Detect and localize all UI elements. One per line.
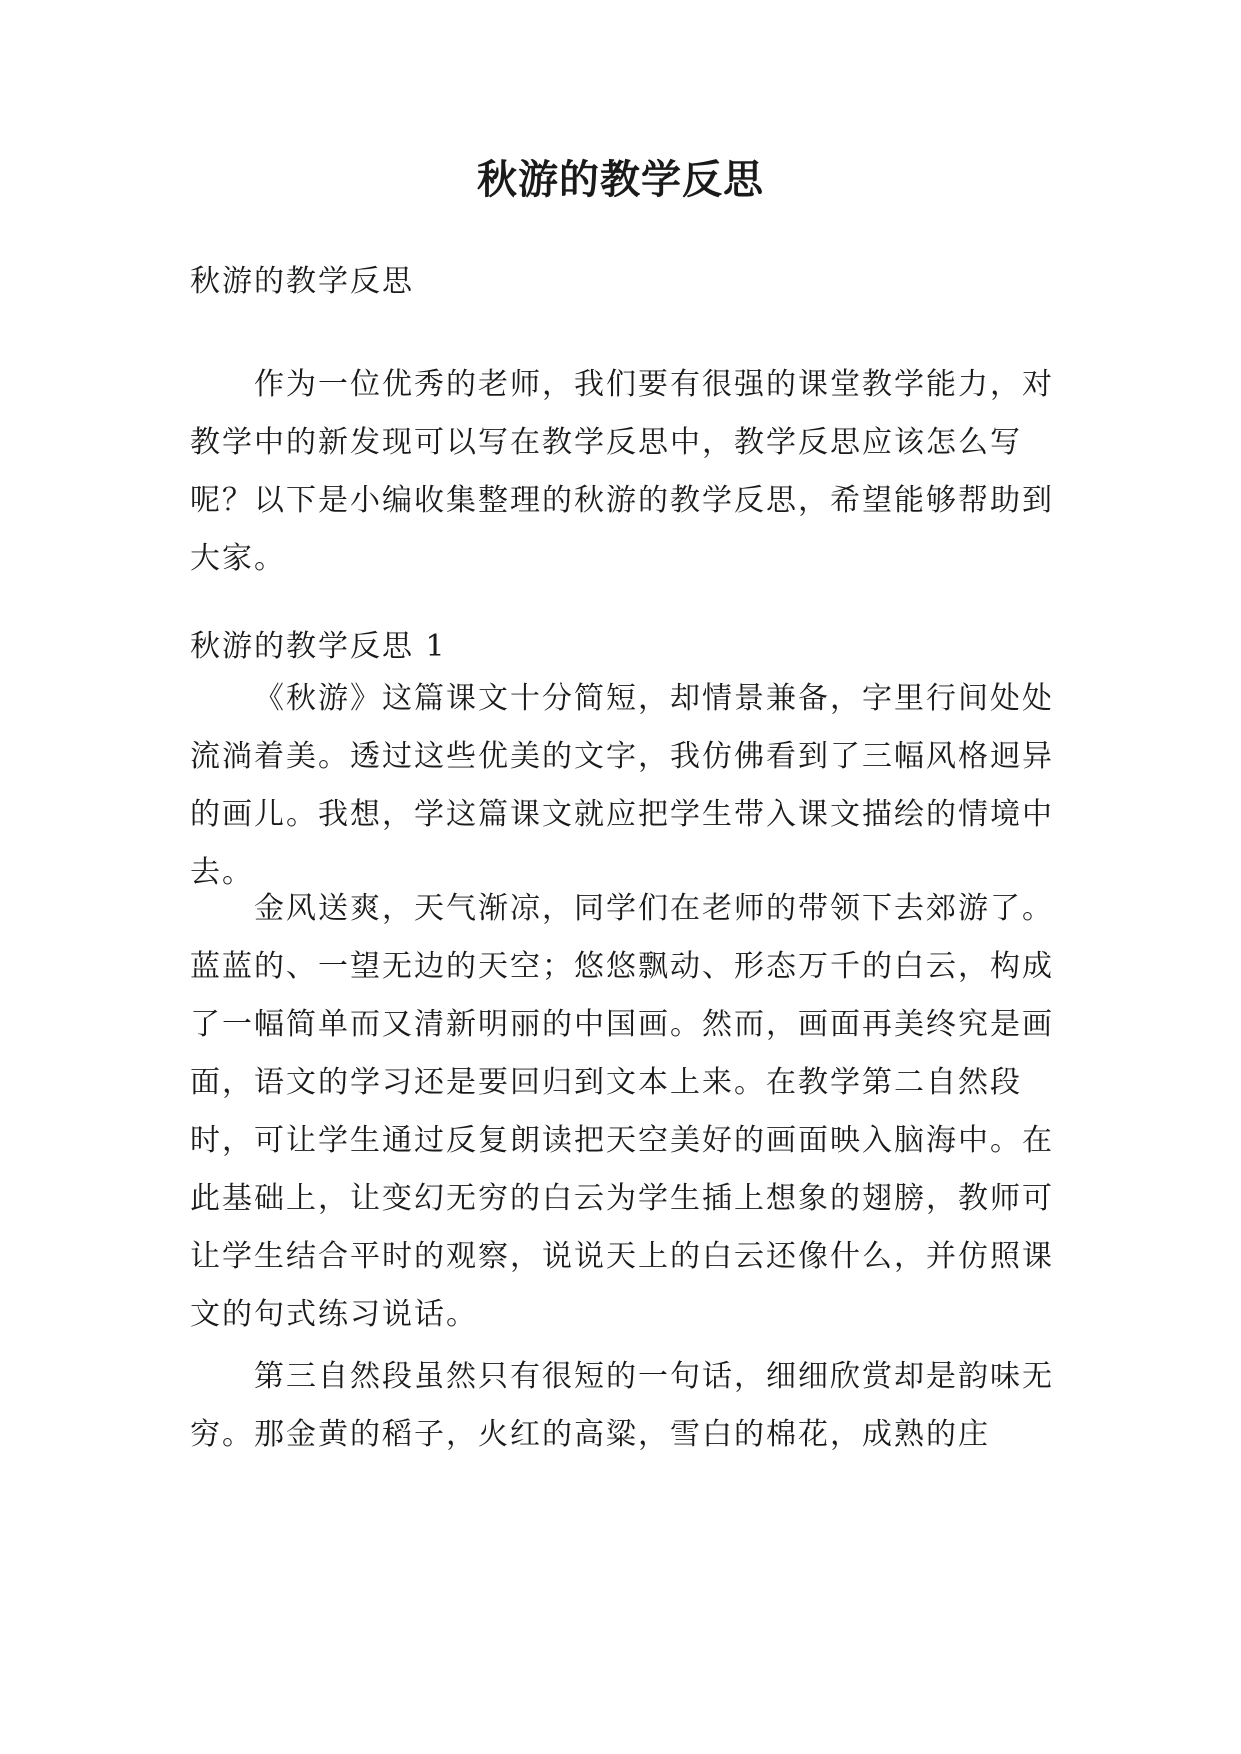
body-paragraph: 《秋游》这篇课文十分简短，却情景兼备，字里行间处处流淌着美。透过这些优美的文字，我仿佛看到了三幅风格迥异的画儿。我想，学这篇课文就应把学生带入课文描绘的情境中去。 (190, 681, 1054, 890)
body-paragraph: 第三自然段虽然只有很短的一句话，细细欣赏却是韵味无穷。那金黄的稻子，火红的高粱，雪白的棉花，成熟的庄 (190, 1359, 1054, 1452)
document-subtitle: 秋游的教学反思 (190, 264, 414, 299)
section-heading: 秋游的教学反思 1 (190, 629, 447, 664)
document-title: 秋游的教学反思 (477, 157, 764, 203)
body-paragraph: 金风送爽，天气渐凉，同学们在老师的带领下去郊游了。蓝蓝的、一望无边的天空；悠悠飘动、形态万千的白云，构成了一幅简单而又清新明丽的中国画。然而，画面再美终究是画面，语文的学习还是要回归到文本上来。在教学第二自然段时，可让学生通过反复朗读把天空美好的画面映入脑海中。在此基础上，让变幻无穷的白云为学生插上想象的翅膀，教师可让学生结合平时的观察，说说天上的白云还像什么，并仿照课文的句式练习说话。 (190, 891, 1054, 1332)
intro-paragraph: 作为一位优秀的老师，我们要有很强的课堂教学能力，对教学中的新发现可以写在教学反思中，教学反思应该怎么写呢？以下是小编收集整理的秋游的教学反思，希望能够帮助到大家。 (190, 367, 1054, 576)
